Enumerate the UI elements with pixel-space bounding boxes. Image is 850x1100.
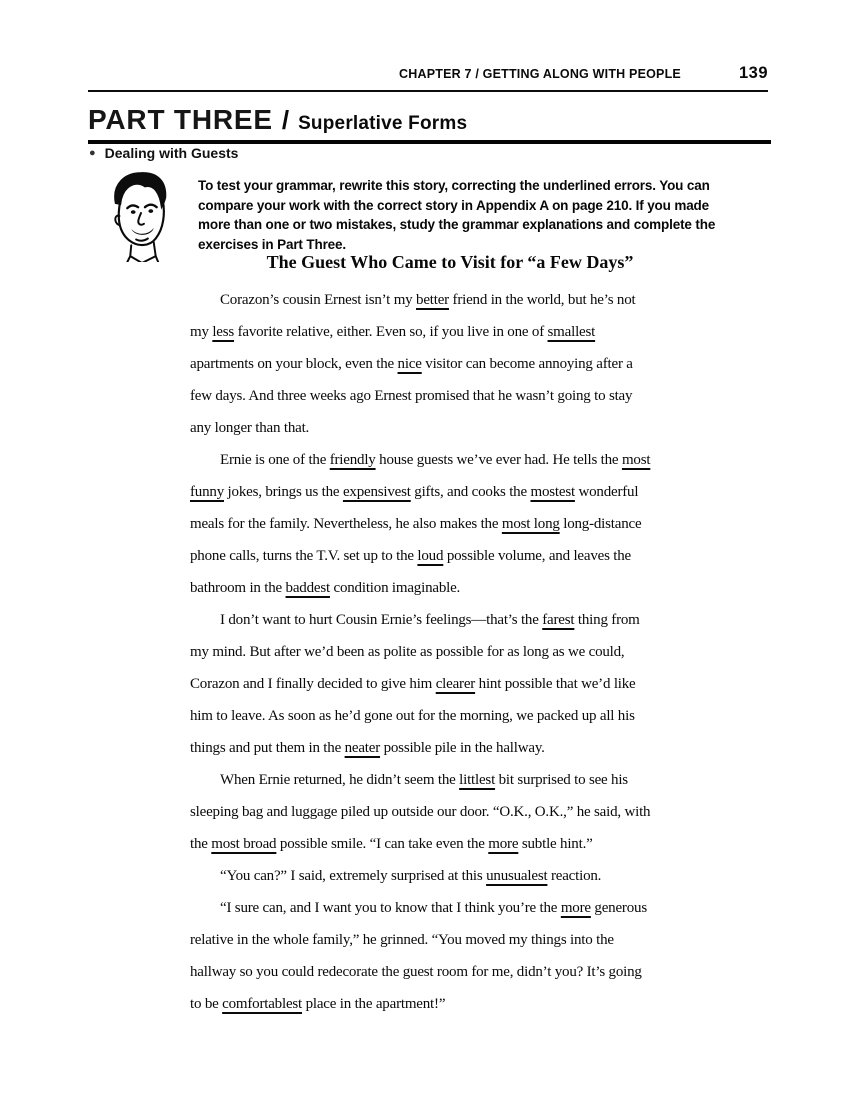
story-line xyxy=(190,764,750,796)
story-text: my xyxy=(190,324,213,340)
story-text: “You can?” I said, extremely surprised at this xyxy=(220,868,487,884)
part-title: PART THREE xyxy=(88,104,273,135)
part-heading xyxy=(88,104,771,144)
story-text: “I sure can, and I want you to know that I think you’re the xyxy=(220,900,561,916)
underlined-error: loud xyxy=(417,548,444,564)
underlined-error: baddest xyxy=(285,580,330,596)
story-text: Ernie is one of the xyxy=(220,452,330,468)
story-text: friend in the world, but he’s not xyxy=(448,292,636,308)
story-line xyxy=(190,860,750,892)
underlined-error: less xyxy=(212,324,235,340)
story-text: Corazon’s cousin Ernest isn’t my xyxy=(220,292,417,308)
story-line xyxy=(190,508,750,540)
story-line xyxy=(190,284,750,316)
story-line xyxy=(190,892,750,924)
story-line xyxy=(190,700,750,732)
story-text: phone calls, turns the T.V. set up to the xyxy=(190,548,418,564)
section-heading xyxy=(89,145,238,161)
story-line xyxy=(190,444,750,476)
underlined-error: nice xyxy=(397,356,422,372)
running-head xyxy=(88,64,768,92)
story-text: visitor can become annoying after a xyxy=(421,356,633,372)
instruction-line: compare your work with the correct story in Appendix A on page 210. If you made xyxy=(198,197,710,213)
story-line xyxy=(190,988,750,1020)
instruction-line: exercises in Part Three. xyxy=(198,236,346,252)
story-line xyxy=(190,572,750,604)
story-line xyxy=(190,828,750,860)
story-text: hint possible that we’d like xyxy=(475,676,636,692)
story-text: jokes, brings us the xyxy=(224,484,343,500)
underlined-error: expensivest xyxy=(342,484,411,500)
story-text: bit surprised to see his xyxy=(495,772,628,788)
story-text: possible volume, and leaves the xyxy=(443,548,632,564)
story-text: long-distance xyxy=(559,516,642,532)
story-text: few days. And three weeks ago Ernest promised that he wasn’t going to stay xyxy=(190,388,633,404)
story-line xyxy=(190,924,750,956)
story-line xyxy=(190,732,750,764)
part-subtitle: Superlative Forms xyxy=(298,113,468,134)
story-text: sleeping bag and luggage piled up outside our door. “O.K., O.K.,” he said, with xyxy=(190,804,651,820)
underlined-error: friendly xyxy=(329,452,376,468)
story-line xyxy=(190,348,750,380)
underlined-error: unusualest xyxy=(486,868,548,884)
story-text: things and put them in the xyxy=(190,740,345,756)
story-text: apartments on your block, even the xyxy=(190,356,398,372)
part-heading-slash: / xyxy=(281,105,290,135)
underlined-error: most xyxy=(621,452,651,468)
story-text: Corazon and I finally decided to give him xyxy=(190,676,436,692)
story-text: subtle hint.” xyxy=(518,836,593,852)
underlined-error: farest xyxy=(542,612,575,628)
story-title: The Guest Who Came to Visit for “a Few Days” xyxy=(266,252,634,272)
underlined-error: clearer xyxy=(435,676,476,692)
story-text: favorite relative, either. Even so, if you live in one of xyxy=(234,324,548,340)
story-text: him to leave. As soon as he’d gone out for the morning, we packed up all his xyxy=(190,708,635,724)
underlined-error: most broad xyxy=(211,836,277,852)
story-line xyxy=(190,316,750,348)
story-line xyxy=(190,540,750,572)
underlined-error: more xyxy=(560,900,591,916)
story-text: bathroom in the xyxy=(190,580,286,596)
story-text: wonderful xyxy=(574,484,639,500)
story-text: possible smile. “I can take even the xyxy=(276,836,489,852)
story-line xyxy=(190,604,750,636)
underlined-error: comfortablest xyxy=(222,996,303,1012)
story-line xyxy=(190,380,750,412)
instruction-line: more than one or two mistakes, study the grammar explanations and complete the xyxy=(198,217,716,232)
story-line xyxy=(190,412,750,444)
underlined-error: smallest xyxy=(547,324,596,340)
underlined-error: most long xyxy=(501,516,560,532)
story-text: to be xyxy=(190,996,223,1012)
story-text: reaction. xyxy=(547,868,602,884)
story-text: place in the apartment!” xyxy=(302,996,446,1012)
underlined-error: funny xyxy=(190,484,224,500)
underlined-error: better xyxy=(416,292,449,308)
story-text: I don’t want to hurt Cousin Ernie’s feelings—that’s the xyxy=(220,612,543,628)
story-text: possible pile in the hallway. xyxy=(380,740,545,756)
section-label: Dealing with Guests xyxy=(104,145,239,161)
story-text: condition imaginable. xyxy=(329,580,461,596)
story-line xyxy=(190,668,750,700)
story-text: When Ernie returned, he didn’t seem the xyxy=(220,772,460,788)
story-body xyxy=(190,284,750,1020)
story-text: the xyxy=(190,836,212,852)
underlined-error: littlest xyxy=(459,772,496,788)
underlined-error: more xyxy=(488,836,519,852)
page-number: 139 xyxy=(738,64,768,82)
story-text: generous xyxy=(590,900,647,916)
story-text: thing from xyxy=(574,612,640,628)
story-text: gifts, and cooks the xyxy=(410,484,531,500)
story-text: house guests we’ve ever had. He tells the xyxy=(375,452,622,468)
story-text: any longer than that. xyxy=(190,420,310,436)
story-text: hallway so you could redecorate the guest room for me, didn’t you? It’s going xyxy=(190,964,642,980)
story-line xyxy=(190,956,750,988)
instruction-block xyxy=(100,168,715,262)
story-line xyxy=(190,636,750,668)
instruction-line: To test your grammar, rewrite this story, correcting the underlined errors. You can xyxy=(198,178,710,193)
chapter-label: CHAPTER 7 / GETTING ALONG WITH PEOPLE xyxy=(399,67,681,81)
story-text: my mind. But after we’d been as polite as possible for as long as we could, xyxy=(190,644,625,660)
story-text: meals for the family. Nevertheless, he also makes the xyxy=(190,516,502,532)
story-text: relative in the whole family,” he grinned. “You moved my things into the xyxy=(190,932,614,948)
story-line xyxy=(190,796,750,828)
underlined-error: mostest xyxy=(530,484,575,500)
instruction-text xyxy=(198,168,715,262)
man-face-icon xyxy=(100,168,184,262)
story-line xyxy=(190,476,750,508)
bullet-icon: ● xyxy=(89,146,96,159)
underlined-error: neater xyxy=(344,740,381,756)
